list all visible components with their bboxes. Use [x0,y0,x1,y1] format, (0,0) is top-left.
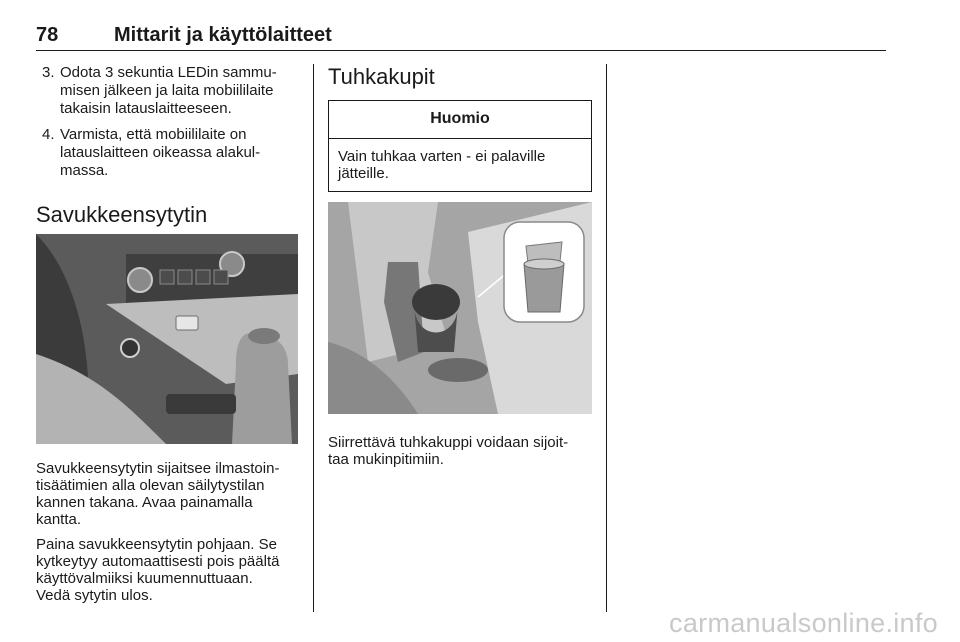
steps-list [36,64,298,180]
step-line: massa. [60,162,109,179]
step-line: latauslaitteen oikeassa alakul- [60,144,261,161]
text-line: jätteille. [338,165,389,182]
cigarette-lighter-text [36,460,298,612]
text-line: Vain tuhkaa varten - ei palaville [338,148,546,165]
page-number: 78 [36,24,59,46]
text-line: kytkeytyy automaattisesti pois päältä [36,553,280,570]
text-line: tisäätimien alla olevan säilytystilan [36,477,265,494]
section-heading-cigarette-lighter: Savukkeensytytin [36,202,208,227]
step-line: misen jälkeen ja laita mobiililaite [60,82,274,99]
left-column [36,64,298,188]
console-illustration [36,234,298,444]
column-divider [606,64,607,612]
list-item [36,126,298,180]
ashtray-photo [328,202,592,414]
paragraph [36,460,298,528]
text-line: Vedä sytytin ulos. [36,587,153,604]
text-line: Savukkeensytytin sijaitsee ilmastoin- [36,460,280,477]
text-line: käyttövalmiiksi kuumennuttuaan. [36,570,253,587]
text-line: kantta. [36,511,82,528]
paragraph [36,536,298,604]
ashtray-illustration [328,202,592,414]
notice-box [328,100,592,192]
chapter-title: Mittarit ja käyttölaitteet [114,24,332,46]
text-line: taa mukinpitimiin. [328,451,444,468]
watermark: carmanualsonline.info [669,608,938,638]
step-line: takaisin latauslaitteeseen. [60,100,232,117]
middle-column [328,64,592,476]
text-line: Siirrettävä tuhkakuppi voidaan sijoit- [328,434,569,451]
step-line: Varmista, että mobiililaite on [60,126,247,143]
step-line: Odota 3 sekuntia LEDin sammu- [60,64,277,81]
step-number: 3. [42,64,55,81]
notice-title: Huomio [329,101,591,139]
column-divider [313,64,314,612]
text-line: Paina savukkeensytytin pohjaan. Se [36,536,277,553]
cigarette-lighter-photo [36,234,298,444]
list-item [36,64,298,118]
text-line: kannen takana. Avaa painamalla [36,494,253,511]
page-header [36,20,886,51]
step-number: 4. [42,126,55,143]
ashtray-text [328,434,592,468]
notice-text [329,139,591,191]
section-heading-ashtray: Tuhkakupit [328,64,435,89]
